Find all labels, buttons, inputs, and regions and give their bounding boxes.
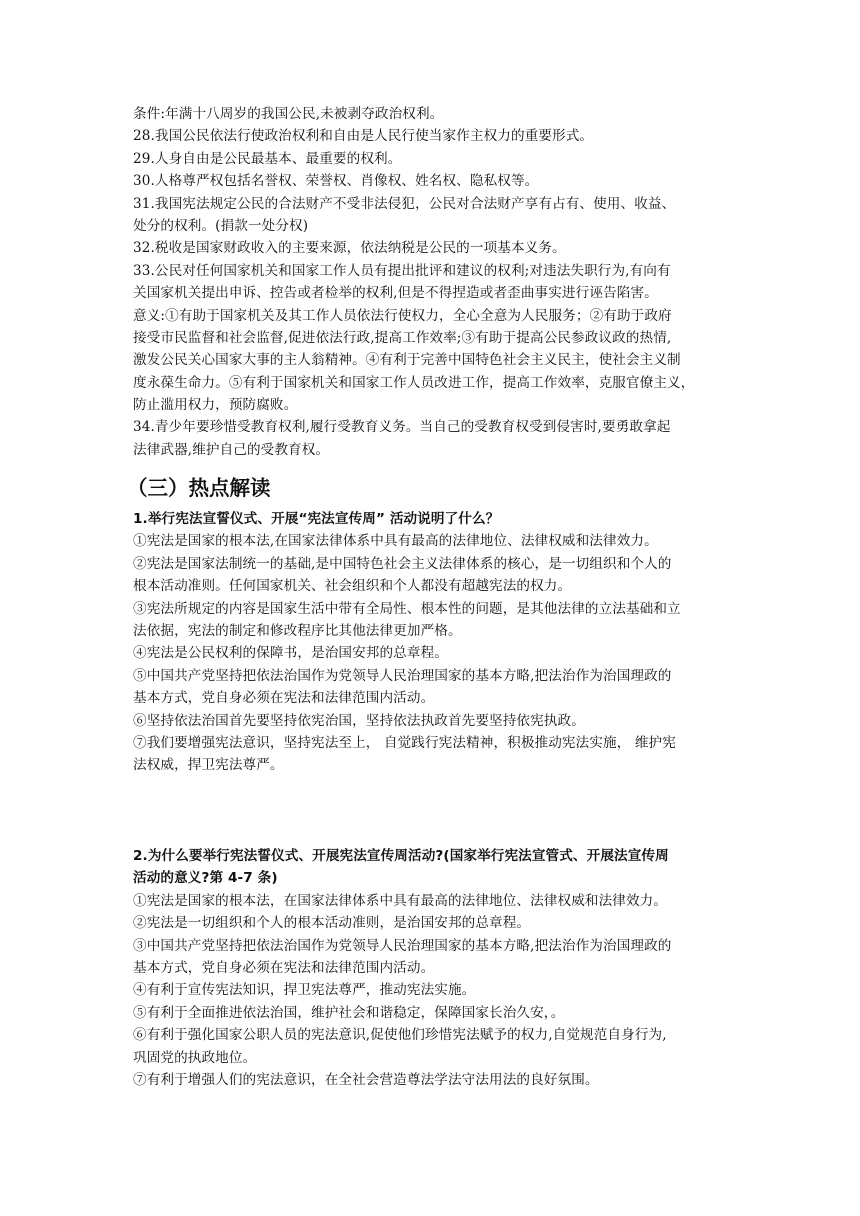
text-line: 防止滥用权力，预防腐败。	[133, 397, 298, 414]
answer-line: 法依据，宪法的制定和修改程序比其他法律更加严格。	[133, 622, 462, 639]
answer-line: ⑤中国共产党坚持把依法治国作为党领导人民治理国家的基本方略,把法治作为治国理政的	[133, 667, 672, 684]
text-line: 28.我国公民依法行使政治权利和自由是人民行使当家作主权力的重要形式。	[133, 128, 594, 145]
answer-line: 基本方式，党自身必须在宪法和法律范围内活动。	[133, 690, 435, 707]
answer-line: ⑦有利于增强人们的宪法意识，在全社会营造尊法学法守法用法的良好氛围。	[133, 1071, 599, 1088]
text-line: 法律武器,维护自己的受教育权。	[133, 441, 330, 458]
answer-line: ③中国共产党坚持把依法治国作为党领导人民治理国家的基本方略,把法治作为治国理政的	[133, 937, 672, 954]
answer-line: ⑥坚持依法治国首先要坚持依宪治国，坚持依法执政首先要坚持依宪执政。	[133, 712, 585, 729]
question-1	[133, 508, 733, 777]
answer-line: ⑥有利于强化国家公职人员的宪法意识,促使他们珍惜宪法赋予的权力,自觉规范自身行为,	[133, 1027, 667, 1044]
answer-line: 巩固党的执政地位。	[133, 1049, 257, 1066]
text-line: 32.税收是国家财政收入的主要来源，依法纳税是公民的一项基本义务。	[133, 240, 566, 257]
question-2	[133, 845, 733, 1091]
section-title: （三）热点解读	[127, 476, 271, 500]
text-line: 条件:年满十八周岁的我国公民,未被剥夺政治权利。	[133, 106, 444, 122]
rights-list	[133, 103, 733, 461]
answer-line: 基本方式，党自身必须在宪法和法律范围内活动。	[133, 959, 435, 976]
text-line: 34.青少年要珍惜受教育权利,履行受教育义务。当自己的受教育权受到侵害时,要勇敢拿起	[133, 419, 671, 436]
text-line: 接受市民监督和社会监督,促进依法行政,提高工作效率;③有助于提高公民参政议政的热情,	[133, 329, 672, 346]
text-line: 处分的权利。(捐款一处分权)	[133, 217, 309, 234]
question-title: 1.举行宪法宣誓仪式、开展“宪法宣传周” 活动说明了什么？	[133, 511, 500, 527]
answer-line: ③宪法所规定的内容是国家生活中带有全局性、根本性的问题，是其他法律的立法基础和立	[133, 600, 681, 617]
answer-line: ②宪法是国家法制统一的基础,是中国特色社会主义法律体系的核心，是一切组织和个人的	[133, 555, 672, 572]
question-title: 2.为什么要举行宪法誓仪式、开展宪法宣传周活动?(国家举行宪法宣管式、开展法宣传周	[133, 848, 669, 864]
question-title: 活动的意义?第 4-7 条)	[133, 870, 278, 887]
answer-line: ①宪法是国家的根本法，在国家法律体系中具有最高的法律地位、法律权威和法律效力。	[133, 892, 668, 909]
answer-line: ①宪法是国家的根本法,在国家法律体系中具有最高的法律地位、法律权威和法律效力。	[133, 533, 658, 550]
text-line: 29.人身自由是公民最基本、最重要的权利。	[133, 150, 402, 167]
answer-line: ⑤有利于全面推进依法治国，维护社会和谐稳定，保障国家长治久安，。	[133, 1004, 565, 1021]
text-line: 30.人格尊严权包括名誉权、荣誉权、肖像权、姓名权、隐私权等。	[133, 173, 539, 190]
answer-line: ②宪法是一切组织和个人的根本活动准则，是治国安邦的总章程。	[133, 915, 531, 932]
text-line: 度永葆生命力。⑤有利于国家机关和国家工作人员改进工作，提高工作效率，克服官僚主义，	[133, 374, 695, 391]
answer-line: 根本活动准则。任何国家机关、社会组织和个人都没有超越宪法的权力。	[133, 578, 572, 595]
text-line: 31.我国宪法规定公民的合法财产不受非法侵犯，公民对合法财产享有占有、使用、收益、	[133, 195, 676, 212]
answer-line: ④有利于宣传宪法知识，捍卫宪法尊严，推动宪法实施。	[133, 982, 476, 999]
answer-line: ⑦我们要增强宪法意识，坚持宪法至上， 自觉践行宪法精神，积极推动宪法实施， 维护宪	[133, 734, 676, 751]
text-line: 33.公民对任何国家机关和国家工作人员有提出批评和建议的权利;对违法失职行为,有向有	[133, 262, 671, 279]
text-line: 关国家机关提出申诉、控告或者检举的权利,但是不得捏造或者歪曲事实进行诬告陷害。	[133, 285, 658, 302]
section-heading-block	[127, 473, 733, 503]
text-line: 意义:①有助于国家机关及其工作人员依法行使权力，全心全意为人民服务；②有助于政府	[133, 307, 672, 324]
answer-line: 法权威，捍卫宪法尊严。	[133, 757, 284, 774]
text-line: 激发公民关心国家大事的主人翁精神。④有利于完善中国特色社会主义民主，使社会主义制	[133, 352, 681, 369]
answer-line: ④宪法是公民权利的保障书，是治国安邦的总章程。	[133, 645, 448, 662]
